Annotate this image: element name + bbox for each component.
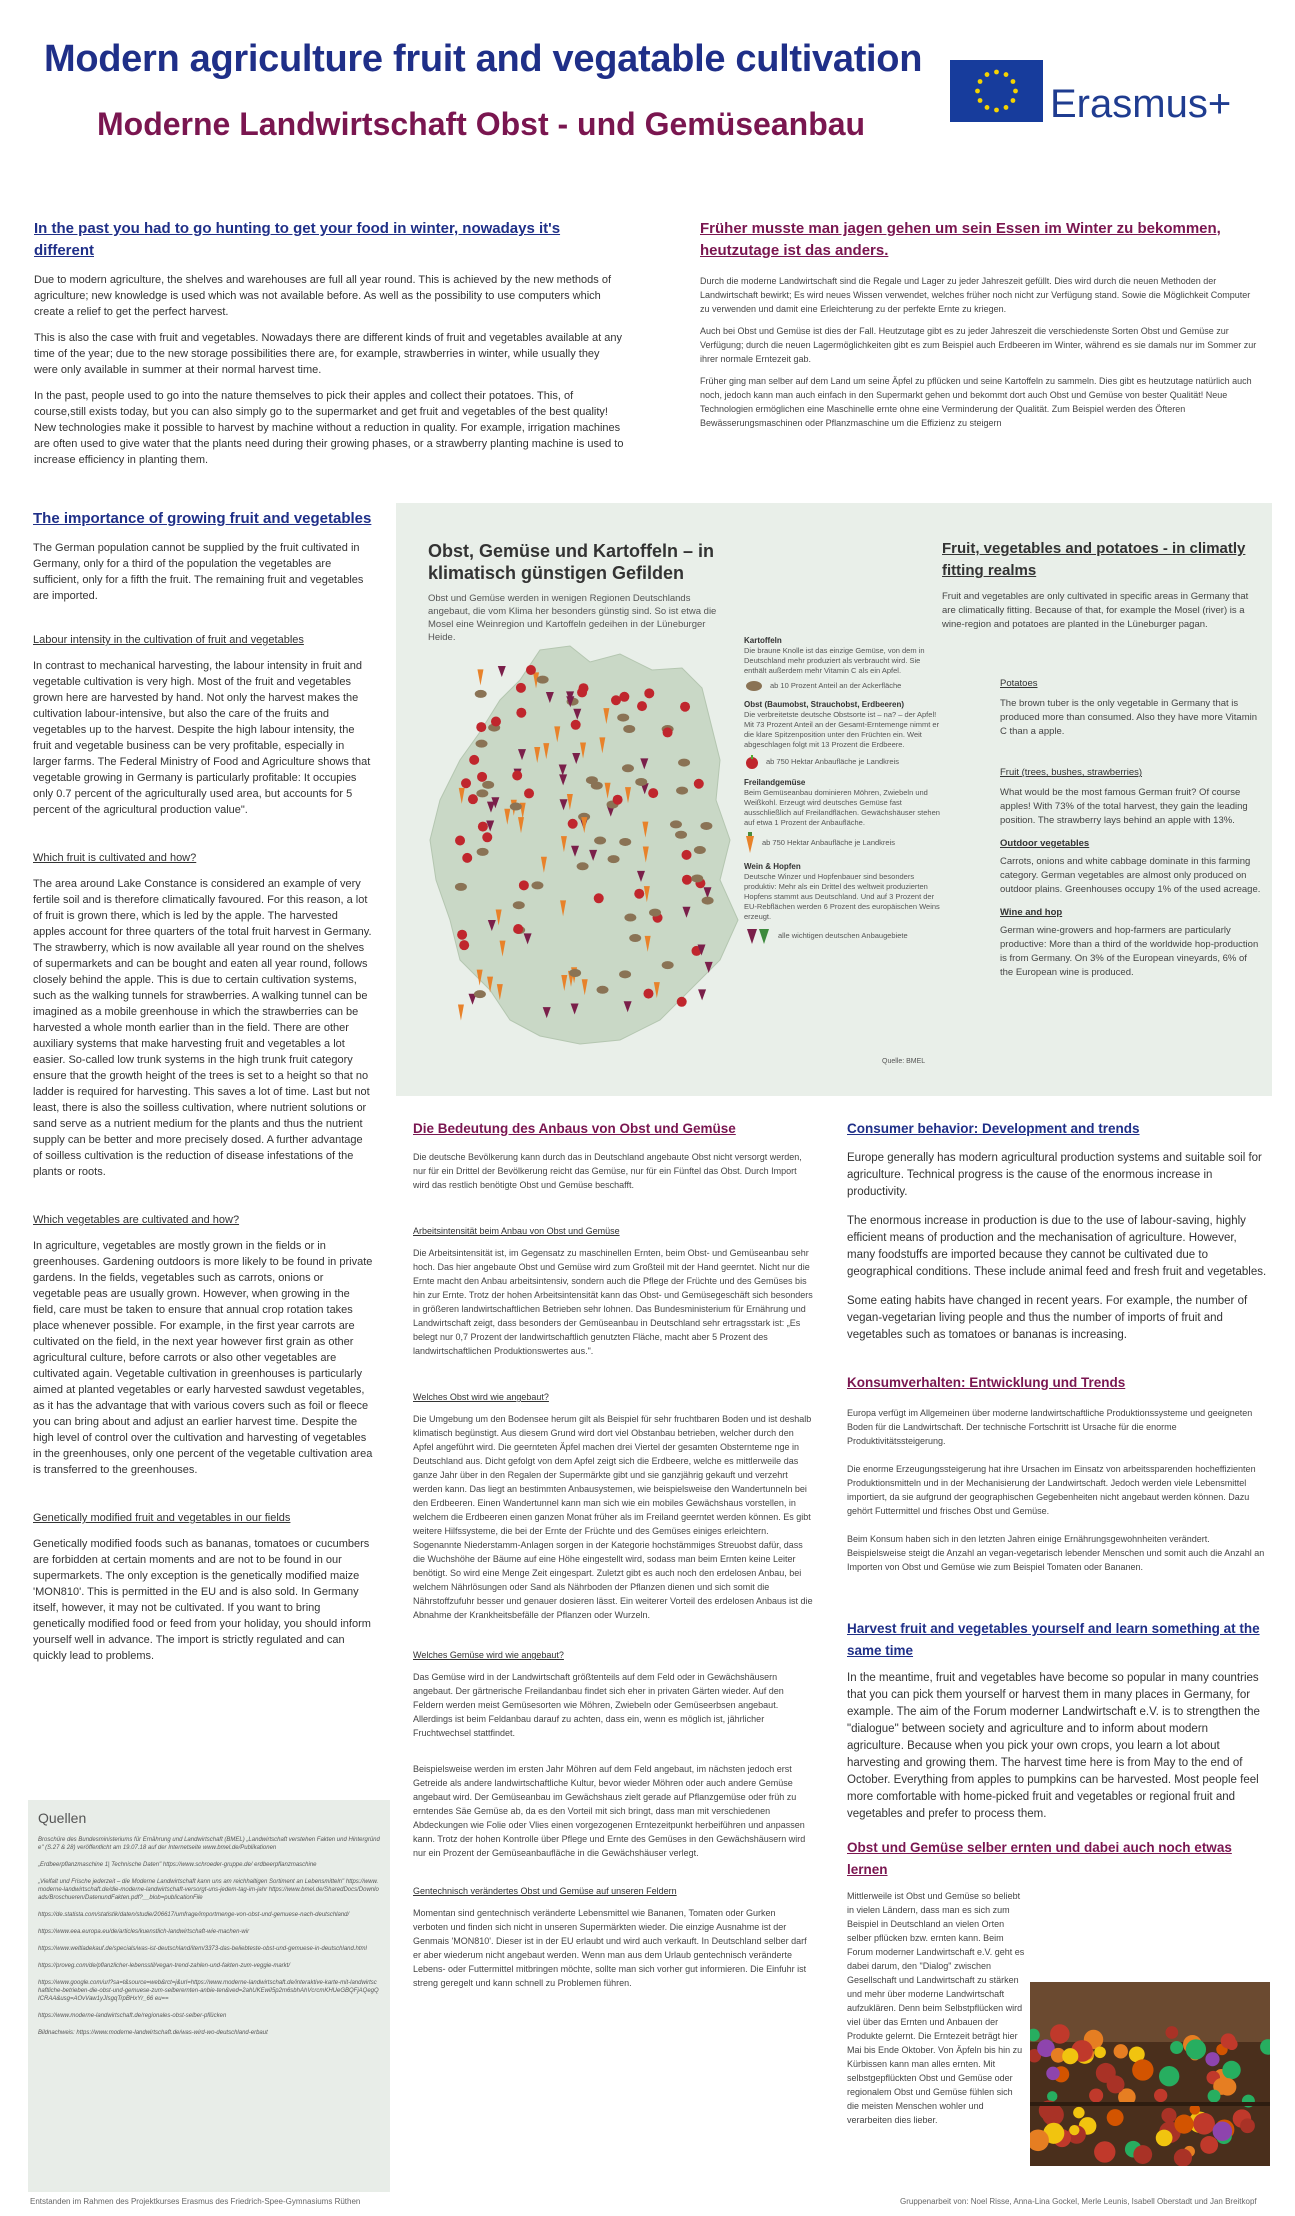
potato-marker-icon [569,969,581,977]
fruit-cultivation-heading: Which fruit is cultivated and how? [33,852,197,864]
source-item: https://www.google.com/url?sa=t&source=web&rct=j&url=https://www.moderne-landwirtschaft.de/interaktive-karte-mit-landwirtschaftliche-betrieben-die-obst-und-gemuese-zum-selberernten-anbie-ten&ved=2ahUKEwiI5p2m6sbhAhVcrcmKHUeGBQFjAQegQICRAA&usg=AOvVaw1yJIsgqTrpBHxYr_66 eu== [38,1980,379,2002]
potato-marker-icon [678,759,690,767]
konsum-heading: Konsumverhalten: Entwicklung und Trends [847,1375,1126,1390]
eu-star-icon [994,70,999,75]
produce-item-icon [1193,2113,1215,2135]
intro-de-paragraph: Auch bei Obst und Gemüse ist dies der Fall. Heutzutage gibt es zu jeder Jahreszeit die verschiedenste Sorten Obst und Gemüse zur Verfügung; durch die neuen Lagermöglichkeiten gibt es zum Beispiel auch Erdbeeren im Winter, während es sie damals nur im Sommer zur ihrer normale Erntezeit gab. [700,326,1257,364]
potato-marker-icon [675,831,687,839]
apple-marker-icon [694,779,704,789]
intro-de-paragraph: Durch die moderne Landwirtschaft sind die Regale und Lager zu jeder Jahreszeit gefüllt. Dies wird durch die neuen Methoden der Landwirtschaft bewirkt; Es wird neues Wissen verwendet, welches früher noch nicht zur Verfügung stand. Sowie die Möglichkeit Computer zu verwenden und damit eine Erleichterung zu der perfekte Ernte zu kriegen. [700,276,1251,314]
produce-market-image [1030,1982,1270,2166]
potato-marker-icon [475,690,487,698]
grape-marker-icon [698,989,706,1000]
apple-marker-icon [469,755,479,765]
potato-marker-icon [455,883,467,891]
legend-potatoes: Kartoffeln Die braune Knolle ist das einzige Gemüse, von dem in Deutschland mehr produziert als verbraucht wird. Sie enthält außerdem mehr Vitamin C als ein Apfel. ab 10 Prozent Anteil an der Ackerfläche [744,636,925,690]
konsum-paragraph: Europa verfügt im Allgemeinen über moderne landwirtschaftliche Produktionssysteme und geeigneten Boden für die Landwirtschaft. Der technische Fortschritt ist Ursache für die enorme Produktivitätssteigerung. [847,1408,1253,1446]
produce-item-icon [1165,2026,1178,2039]
consumer-paragraph: The enormous increase in production is due to the use of labour-saving, highly efficient means of production and the mechanisation of agriculture. However, many foodstuffs are imported because they cannot be cultivated due to geographical conditions. These include animal feed and fresh fruit and vegetables. [847,1215,1267,1278]
produce-item-icon [1240,2118,1255,2133]
legend-wine-hops: Wein & Hopfen Deutsche Winzer und Hopfenbauer sind besonders produktiv: Mehr als ein Drittel des weltweit produzierten Hopfens stammt aus Deutschland. Und auf 3 Prozent der EU-Rebflächen werden 6 Prozent des europäischen Weins erzeugt. alle wichtigen deutschen Anbaugebiete [744,862,944,946]
potato-marker-icon [629,934,641,942]
map-right-section [942,538,1260,632]
produce-item-icon [1213,2121,1233,2141]
apple-marker-icon [477,772,487,782]
germany-map [420,640,750,1060]
produce-item-icon [1094,2141,1115,2162]
produce-item-icon [1174,2114,1193,2133]
potato-marker-icon [537,676,549,684]
gemuese-paragraph: Das Gemüse wird in der Landwirtschaft größtenteils auf dem Feld oder in Gewächshäusern angebaut. Der gärtnerische Freilandanbau findet sich eher in privaten Gärten wieder. Auf den Feldern werden meist Gemüsesorten wie Möhren, Zwiebeln oder Gemüseerbsen angebaut. Allerdings ist beim Feldanbau darauf zu achten, dass ein, wenn es möglich ist, jährlicher Fruchtwechsel stattfindet. [413,1672,784,1738]
produce-item-icon [1133,2145,1152,2164]
harvest-paragraph: In the meantime, fruit and vegetables have become so popular in many countries that you can pick them yourself or harvest them in many places in Germany, for example. The aim of the Forum moderner Landwirtschaft e.V. is to strengthen the "dialogue" between society and agriculture and to inform about modern agriculture. Because when you pick your own crops, you learn a lot about harvesting and growing them. The harvest time here is from May to the end of October. Everything from apples to pumpkins can be harvested. Most people feel more comfortable with home-picked fruit and vegetables or regional fruit and vegetables and prefer to process them. [847,1672,1260,1820]
eu-star-icon [1011,98,1016,103]
harvest-heading: Harvest fruit and vegetables yourself and learn something at the same time [847,1621,1260,1658]
apple-marker-icon [516,683,526,693]
market-photo [1030,1982,1270,2166]
produce-item-icon [1132,2059,1153,2080]
potato-marker-icon [662,961,674,969]
apple-marker-icon [455,836,465,846]
apple-marker-icon [516,708,526,718]
grape-icon [744,926,772,946]
produce-item-icon [1047,2091,1057,2101]
apple-icon [744,754,760,770]
intro-de-section [700,218,1260,430]
eu-star-icon [1011,79,1016,84]
source-item: Broschüre des Bundesministeriums für Ernährung und Landwirtschaft (BMEL) „Landwirtschaft verstehen Fakten und Hintergründe" (S.27 & 28) veröffentlicht am 19.07.18 auf der Internetseite www.bmel.de/Publikationen [38,1837,380,1851]
map-source: Quelle: BMEL [882,1058,926,1065]
potato-marker-icon [617,714,629,722]
consumer-heading: Consumer behavior: Development and trends [847,1121,1140,1136]
potato-marker-icon [624,914,636,922]
apple-marker-icon [468,794,478,804]
apple-marker-icon [512,771,522,781]
potato-marker-icon [619,838,631,846]
potato-marker-icon [623,725,635,733]
konsum-paragraph: Beim Konsum haben sich in den letzten Jahren einige Ernährungsgewohnheiten verändert. Beispielsweise steigt die Anzahl an vegan-vegetarisch lebender Menschen und somit auch die Anzahl an Importen von Obst und Gemüse wie zum Beispiel Tomaten oder Bananen. [847,1534,1265,1572]
legend-outdoor-veg: Freilandgemüse Beim Gemüseanbau dominieren Möhren, Zwiebeln und Weißkohl. Erzeugt wird deutsches Gemüse fast ausschließlich auf Freilandflächen. Gewächshäuser stehen auf etwa 1 Prozent der Anbaufläche. ab 750 Hektar Anbaufläche je Landkreis [744,778,944,854]
eu-star-icon [1013,89,1018,94]
apple-marker-icon [457,930,467,940]
potato-marker-icon [476,740,488,748]
apple-marker-icon [682,850,692,860]
potato-icon [744,680,764,692]
eu-star-icon [985,105,990,110]
eu-star-icon [978,98,983,103]
produce-item-icon [1089,2088,1103,2102]
apple-marker-icon [680,702,690,712]
potato-marker-icon [649,909,661,917]
veg-cultivation-heading: Which vegetables are cultivated and how? [33,1214,240,1226]
apple-marker-icon [644,688,654,698]
intro-en-paragraph: In the past, people used to go into the nature themselves to pick their apples and collect their potatoes. This, of course,still exists today, but you can also simply go to the supermarket and get fruit and vegetables of the best quality! New technologies make it possible to harvest by machine without a reduction in quality. For example, irrigation machines are often used to give water that the plants need during their growing phases, or a strawberry planting machine is used to increase efficiency in planting them. [34,390,624,466]
potatoes-heading: Potatoes [1000,678,1038,689]
sources-list [38,1836,380,2037]
produce-item-icon [1062,2048,1078,2064]
source-item: https://de.statista.com/statistik/daten/studie/206617/umfrage/importmenge-von-obst-und-gemuese-nach-deutschland/ [38,1912,350,1918]
produce-item-icon [1219,2078,1236,2095]
produce-item-icon [1046,2067,1059,2080]
produce-item-icon [1186,2039,1206,2059]
apple-marker-icon [637,701,647,711]
potato-marker-icon [477,848,489,856]
climate-heading: Fruit, vegetables and potatoes - in climatly fitting realms [942,540,1246,579]
apple-marker-icon [611,695,621,705]
apple-marker-icon [519,880,529,890]
intro-en-section [34,218,624,468]
bedeutung-paragraph: Die deutsche Bevölkerung kann durch das in Deutschland angebaute Obst nicht versorgt werden, nur für ein Drittel der Bevölkerung reicht das Gemüse, nur für ein Fünftel das Obst. Durch Import wird das restlich benötigte Obst und Gemüse beschafft. [413,1152,802,1190]
eu-star-icon [978,79,983,84]
apple-marker-icon [461,778,471,788]
labour-paragraph: In contrast to mechanical harvesting, the labour intensity in fruit and vegetable cultivation is very high. Most of the fruit and vegetables grown here are harvested by hand. Not only the harvest makes the cultivation labour-intensive, but also the care of the fruits and vegetables up to the harvest. Despite the high labour intensity, the fruit and vegetable business can be very profitable, especially in larger farms. The Federal Ministry of Food and Agriculture shows that vegetable growing in Germany is particularly profitable: It occupies only 0.7 percent of the agriculturally used area, but accounts for 5 percent of the agricultural production value". [33,660,371,816]
produce-item-icon [1170,2041,1183,2054]
potato-marker-icon [531,881,543,889]
eu-star-icon [985,72,990,77]
sources-title: Quellen [38,1810,87,1826]
potatoes-paragraph: The brown tuber is the only vegetable in Germany that is produced more than consumed. Also they have more Vitamin C than a apple. [1000,698,1257,737]
potato-marker-icon [676,787,688,795]
apple-marker-icon [524,788,534,798]
potato-marker-icon [577,862,589,870]
outdoor-veg-heading: Outdoor vegetables [1000,838,1090,849]
apple-marker-icon [476,722,486,732]
consumer-paragraph: Some eating habits have changed in recent years. For example, the number of vegan-vegetarian living people and thus the number of imports of fruit and vegetables such as tomatoes or bananas is increasing. [847,1295,1248,1341]
bedeutung-heading: Die Bedeutung des Anbaus von Obst und Gemüse [413,1121,736,1136]
apple-marker-icon [577,687,587,697]
fruit-cultivation-paragraph: The area around Lake Constance is considered an example of very fertile soil and is therefore climatically favoured. For this reason, a lot of fruit is grown there, which is led by the apple. The harvested apples account for three quarters of the total fruit harvest in Germany. The strawberry, which is now available all year round on the shelves of supermarkets and can be bought and eaten all year round, follows closely behind the apple. This is due to certain cultivation systems, such as the walking tunnels for strawberries. A walking tunnel can be imagined as a mobile greenhouse in which the strawberries can be harvested a whole month earlier than in the field. There are other auxiliary systems that make harvesting fruit and vegetables a lot easier. So-called low trunk systems in the high trunk fruit category ensure that the growth height of the trees is set to a height so that no ladder is required for harvesting. This saves a lot of time. Last but not least, there is also the soilless cultivation, where nutrient solutions or sand serve as a nutrient medium for the plants and thus the nutrient supply can be better and more precisely dosed. A further advantage of soilless cultivation is the reduction of disease infestations of the plants or roots. [33,878,372,1178]
potato-marker-icon [482,781,494,789]
produce-item-icon [1208,2090,1221,2103]
wine-hop-heading: Wine and hop [1000,907,1063,918]
apple-marker-icon [462,853,472,863]
eu-stars-icon [950,60,1043,122]
potato-marker-icon [594,837,606,845]
potato-marker-icon [597,986,609,994]
consumer-paragraph: Europe generally has modern agricultural production systems and suitable soil for agriculture. Technical progress is the cause of the enormous increase in productivity. [847,1152,1262,1198]
map-right-details [1000,678,1262,980]
produce-item-icon [1221,2033,1236,2048]
apple-marker-icon [594,893,604,903]
legend-fruit: Obst (Baumobst, Strauchobst, Erdbeeren) Die verbreitetste deutsche Obstsorte ist – na? – der Apfel! Mit 73 Prozent Anteil an der Gesamt-Erntemenge nimmt er die klare Spitzenposition unter den Früchten ein. Weit abgeschlagen folgt mit 13 Prozent die Erdbeere. ab 750 Hektar Anbaufläche je Landkreis [744,700,944,770]
fruit-trees-heading: Fruit (trees, bushes, strawberries) [1000,767,1143,778]
gentech-heading: Gentechnisch verändertes Obst und Gemüse auf unseren Feldern [413,1886,677,1896]
produce-item-icon [1161,2108,1176,2123]
erasmus-logo-text: Erasmus+ [1050,82,1232,126]
apple-marker-icon [648,788,658,798]
potato-marker-icon [700,822,712,830]
intro-de-heading: Früher musste man jagen gehen um sein Essen im Winter zu bekommen, heutzutage ist das anders. [700,220,1221,259]
apple-marker-icon [613,795,623,805]
produce-item-icon [1073,2107,1084,2118]
apple-marker-icon [663,727,673,737]
right-column [847,1118,1267,2127]
konsum-paragraph: Die enorme Erzeugungssteigerung hat ihre Ursachen im Einsatz von arbeitssparenden hocheffizienten Produktionsmitteln und in der Mechanisierung der Landwirtschaft. Jedoch werden viele Lebensmittel importiert, da sie aufgrund der geographischen Gegebenheiten nicht angebaut werden können. Dazu gehört Futtermittel und frisches Obst und Gemüse. [847,1464,1256,1516]
potato-marker-icon [476,789,488,797]
apple-marker-icon [682,875,692,885]
apple-marker-icon [634,889,644,899]
produce-item-icon [1156,2130,1173,2147]
produce-item-icon [1154,2089,1167,2102]
grape-marker-icon [498,666,506,677]
potato-marker-icon [635,778,647,786]
gemuese-heading: Welches Gemüse wird wie angebaut? [413,1650,564,1660]
produce-item-icon [1159,2066,1179,2086]
arbeit-paragraph: Die Arbeitsintensität ist, im Gegensatz zu maschinellen Ernten, beim Obst- und Gemüseanbau sehr hoch. Das hier angebaute Obst und Gemüse wird zum Großteil mit der Hand geerntet. Nicht nur die Ernte macht den Anbau arbeitsintensiv, sondern auch die Pflege der Früchte und des Gemüses bis hin zur Ernte. Trotz der hohen Arbeitsintensität kann das Obst- und Gemüsegeschäft sich besonders in größeren landwirtschaftlichen Betrieben sehr lohnen. Das Bundesministerium für Ernährung und Landwirtschaft zeigt, dass besonders der Gemüseanbau in Deutschland sehr ertragsstark ist: „Es belegt nur 0,7 Prozent der landwirtschaftlich genutzten Fläche, macht aber 5 Prozent des landwirtschaftlichen Produktionswertes aus.". [413,1248,813,1356]
left-column [33,508,373,1664]
produce-item-icon [1200,2136,1218,2154]
eu-flag-icon [950,60,1043,122]
potato-marker-icon [586,776,598,784]
source-item: https://www.eea.europa.eu/de/articles/kuenstlich-landwirtschaft-wie-machen-wir [38,1929,250,1935]
produce-item-icon [1107,2109,1124,2126]
potato-marker-icon [622,764,634,772]
potato-marker-icon [670,820,682,828]
produce-item-icon [1069,2125,1079,2135]
selber-heading: Obst und Gemüse selber ernten und dabei auch noch etwas lernen [847,1840,1232,1877]
apple-marker-icon [478,822,488,832]
importance-heading: The importance of growing fruit and vegetables [33,510,372,527]
intro-en-heading: In the past you had to go hunting to get your food in winter, nowadays it's different [34,220,561,259]
map-legend [744,636,944,954]
labour-heading: Labour intensity in the cultivation of fruit and vegetables [33,634,304,646]
intro-de-paragraph: Früher ging man selber auf dem Land um seine Äpfel zu pflücken und seine Kartoffeln zu sammeln. Dies gibt es heutzutage natürlich auch noch, jedoch kann man auch einfach in den Supermarkt gehen und bekommt dort auch Obst und Gemüse von bester Qualität! Neue Technologien ermöglichen eine Maschinelle ernte ohne eine Verminderung der Qualität. Zum Beispiel werden des Öfteren Bewässerungsmaschinen oder Pflanzmaschine um die Effizienz zu steigern [700,376,1252,428]
apple-marker-icon [571,720,581,730]
produce-item-icon [1222,2061,1240,2079]
obst-paragraph: Die Umgebung um den Bodensee herum gilt als Beispiel für sehr fruchtbaren Boden und ist deshalb klimatisch begünstigt. Aus diesem Grund wird dort viel Obstanbau betrieben, welcher durch den Apfel angeführt wird. Die geernteten Äpfel machen drei Viertel der gesamten Obsternteme nge in Deutschland aus. Dicht gefolgt von dem Apfel zeigt sich die Erdbeere, welche es mittlerweile das ganze Jahr über in den Regalen der Supermärkte gibt und sie ganzjährig gekauft und verzehrt werden kann. Das liegt an bestimmten Anbausystemen, wie beispielsweise den Wandertunneln bei den Erdbeeren. Einen Wandertunnel kann man sich wie ein mobiles Gewächshaus vorstellen, in welchem die Erdbeeren einen ganzen Monat früher als im Freiland geerntet werden können. Es gibt weitere Hilfssysteme, die bei der Ernte der Früchte und des Gemüses einiges erleichtern. Sogenannte Niederstamm-Anlagen sorgen in der Kategorie hochstämmiges Streuobst dafür, dass die Wuchshöhe der Bäume auf eine Höhe eingestellt wird, sodass man beim Ernten keine Leiter benötigt. So wird eine Menge Zeit eingespart. Zuletzt gibt es auch noch den erdelosen Anbau, bei welchem Nährlösungen oder Sand als Nährboden der Pflanzen dienen und sich somit die Nährstoffzufuhr besser und genauer dosieren lässt. Ein weiterer Vorteil des erdelosen Anbaus ist die Abnahme der Krankheitsbefälle der Pflanzen oder Wurzeln. [413,1414,813,1620]
apple-marker-icon [677,997,687,1007]
apple-marker-icon [568,819,578,829]
gmo-paragraph: Genetically modified foods such as bananas, tomatoes or cucumbers are forbidden at certain moments and are not to be found in our supermarkets. The only exception is the genetically modified maize 'MON810'. This is permitted in the EU and is also sold. In Germany itself, however, it may not be cultivated. If you want to bring genetically modified food or feed from your holiday, you should inform yourself well in advance. The import is strictly regulated and can quickly lead to problems. [33,1538,371,1662]
potato-marker-icon [619,970,631,978]
potato-marker-icon [702,897,714,905]
page-title: Modern agriculture fruit and vegatable cultivation [44,38,923,80]
veg-cultivation-paragraph: In agriculture, vegetables are mostly grown in the fields or in greenhouses. Gardening outdoors is more likely to be found in private gardens. In the fields, vegetables such as carrots, onions or vegetable peas are usually grown. However, when growing in the field, care must be taken to ensure that annual crop rotation takes place whenever possible. For example, in the first year carrots are cultivated on the field, in the next year however first grain as other agricultural culture, before carrots or also other vegetables are cultivated again. Vegetable cultivation in greenhouses is particularly aimed at planted vegetables or early harvested sawdust vegetables, as it has the advantage that with various covers such as foil or fleece you can bring about and adjust an earlier harvest time. Despite the high level of control over the cultivation and harvesting of vegetables in the greenhouses, only one percent of the vegetable cultivation area is transferred to the greenhouses. [33,1240,373,1476]
climate-paragraph: Fruit and vegetables are only cultivated in specific areas in Germany that are climatically fitting. Because of that, for example the Mosel (river) is a wine-region and potatoes are planted in the Lüneburger pagan. [942,591,1249,630]
apple-marker-icon [526,665,536,675]
footer-credit: Entstanden im Rahmen des Projektkurses Erasmus des Friedrich-Spee-Gymnasiums Rüthen [30,2197,361,2206]
eu-star-icon [1004,72,1009,77]
source-item: „Vielfalt und Frische jederzeit – die Moderne Landwirtschaft kann uns am reichhaltigen Sortiment an Lebensmitteln" https://www.moderne-landwirtschaft.de/die-moderne-landwirtschaft-versorgt-uns-jedem-tag-im-jahr https://www.bmel.de/SharedDocs/Downloads/Broschueren/DatenundFakten.pdf?__blob=publicationFile [38,1879,379,1901]
source-item: https://www.moderne-landwirtschaft.de/regionales-obst-selber-pflücken [38,2013,227,2019]
apple-marker-icon [513,924,523,934]
map-title: Obst, Gemüse und Kartoffeln – in klimatisch günstigen Gefilden [428,541,715,583]
middle-column [413,1118,813,1990]
potato-marker-icon [691,874,703,882]
potato-marker-icon [694,846,706,854]
outdoor-veg-paragraph: Carrots, onions and white cabbage dominate in this farming category. German vegetables are almost only produced on outdoor plains. Greenhouses occupy 1% of the used acreage. [1000,856,1261,895]
potato-marker-icon [474,990,486,998]
wine-hop-paragraph: German wine-growers and hop-farmers are particularly productive: More than a third of the worldwide hop-production is from Germany. On 3% of the European vineyards, 6% of the European wine is produced. [1000,925,1259,978]
footer-authors: Gruppenarbeit von: Noel Risse, Anna-Lina Gockel, Merle Leunis, Isabell Oberstadt und Jan Breitkopf [900,2197,1257,2206]
eu-star-icon [994,108,999,113]
intro-en-paragraph: This is also the case with fruit and vegetables. Nowadays there are different kinds of fruit and vegetables available at any time of the year; due to the new storage possibilities there are, for example, strawberries in winter, while usually they were only available in summer at their normal harvest time. [34,332,623,376]
eu-star-icon [1004,105,1009,110]
produce-item-icon [1094,2046,1106,2058]
obst-heading: Welches Obst wird wie angebaut? [413,1392,549,1402]
source-item: https://www.weltladekauf.de/specials/was-ist-deutschland/item/3373-das-beliebteste-obst-und-gemuese-in-deutschland.html [38,1946,367,1952]
carrot-marker-icon [477,669,483,685]
selber-paragraph: Mittlerweile ist Obst und Gemüse so beliebt in vielen Ländern, dass man es sich zum Beispiel in Deutschland an vielen Orten selber pflücken bzw. ernten kann. Beim Forum moderner Landwirtschaft e.V. geht es dabei darum, den "Dialog" zwischen Gesellschaft und Landwirtschaft zu stärken und mehr über moderne Landwirtschaft aufzuklären. Denn beim Selbstpflücken wird viel über das Ernten und Anbauen der Produkte gelernt. Die Erntezeit beträgt hier Mai bis Ende Oktober. Von Äpfeln bis hin zu Kürbissen kann man alles ernten. Mit selbstgepflückten Obst und Gemüse oder regionalem Obst und Gemüse fühlen sich die meisten Menschen wohler und verarbeiten dies lieber. [847,1891,1025,2125]
produce-item-icon [1205,2052,1219,2066]
apple-marker-icon [459,940,469,950]
intro-en-paragraph: Due to modern agriculture, the shelves and warehouses are full all year round. This is achieved by the new methods of agriculture; new knowledge is used which was not available before. As well as the possibility to use computers which create a relief to get the perfect harvest. [34,274,612,318]
map-intro: Obst und Gemüse werden in wenigen Regionen Deutschlands angebaut, die vom Klima her besonders günstig sind. So ist etwa die Mosel eine Weinregion und Kartoffeln gedeihen in der Lüneburger Heide. [428,593,717,643]
produce-item-icon [1050,2024,1069,2043]
source-item: https://proveg.com/de/pflanzlicher-lebensstil/vegan-trend-zahlen-und-fakten-zum-veggie-markt/ [38,1963,291,1969]
source-item: „Erdbeerpflanzmaschine 1| Technische Daten" https://www.schroeder-gruppe.de/ erdbeerpflanzmaschine [38,1862,317,1868]
apple-marker-icon [482,832,492,842]
page-subtitle: Moderne Landwirtschaft Obst - und Gemüseanbau [97,106,866,142]
fruit-trees-paragraph: What would be the most famous German fruit? Of course apples! With 73% of the total harvest, they gain the leading position. The strawberry lays behind an apple with 13%. [1000,787,1248,826]
potato-marker-icon [510,803,522,811]
source-item: Bildnachweis: https://www.moderne-landwirtschaft.de/was-wird-wo-deutschland-erbaut [38,2030,268,2036]
produce-item-icon [1114,2044,1128,2058]
potato-marker-icon [608,855,620,863]
sources-box [28,1800,390,2192]
gmo-heading: Genetically modified fruit and vegetables in our fields [33,1512,291,1524]
carrot-marker-icon [458,1004,464,1020]
arbeit-heading: Arbeitsintensität beim Anbau von Obst und Gemüse [413,1226,620,1236]
apple-marker-icon [491,716,501,726]
apple-marker-icon [643,989,653,999]
gemuese-paragraph: Beispielsweise werden im ersten Jahr Möhren auf dem Feld angebaut, im nächsten jedoch erst Getreide als andere landwirtschaftliche Kultur, bevor wieder Möhren oder auch andere Gemüse angebaut wird. Der Gemüseanbau im Gewächshaus zielt gerade auf Pflanzgemüse oder früh zu erntendes Säe Gemüse ab, da es den Vorteil mit sich bringt, dass man mit verschiedenen Abdeckungen wie Folie oder Vlies einen vorgezogenen Erntezeitpunkt herbeiführen und anpassen kann. Trotz der hohen Kontrolle über Pflege und Ernte des Gemüses in den Gewächshäusern wird nur ein Prozent der Gemüseanbaufläche in die Gewächshäuser verlegt. [413,1764,806,1858]
produce-item-icon [1107,2076,1125,2094]
carrot-icon [744,832,756,854]
gentech-paragraph: Momentan sind gentechnisch veränderte Lebensmittel wie Bananen, Tomaten oder Gurken verboten und finden sich nicht in unseren Supermärkten wieder. Die einzige Ausnahme ist der Genmais 'MON810'. Dieser ist in der EU erlaubt und wird auch verkauft. In Deutschland selber darf er aber wiederum nicht angebaut werden. Wenn man aus dem Urlaub gentechnisch veränderte Lebens- oder Futtermittel mitbringen möchte, sollte man sich vorher gut informieren. Die Einfuhr ist streng geregelt und kann schnell zu Problemen führen. [413,1908,807,1988]
importance-paragraph: The German population cannot be supplied by the fruit cultivated in Germany, only for a third of the population the vegetables are sufficient, only for a fifth the fruit. The remaining fruit and vegetables are imported. [33,542,364,602]
potato-marker-icon [513,901,525,909]
eu-star-icon [975,89,980,94]
produce-item-icon [1174,2149,1192,2166]
